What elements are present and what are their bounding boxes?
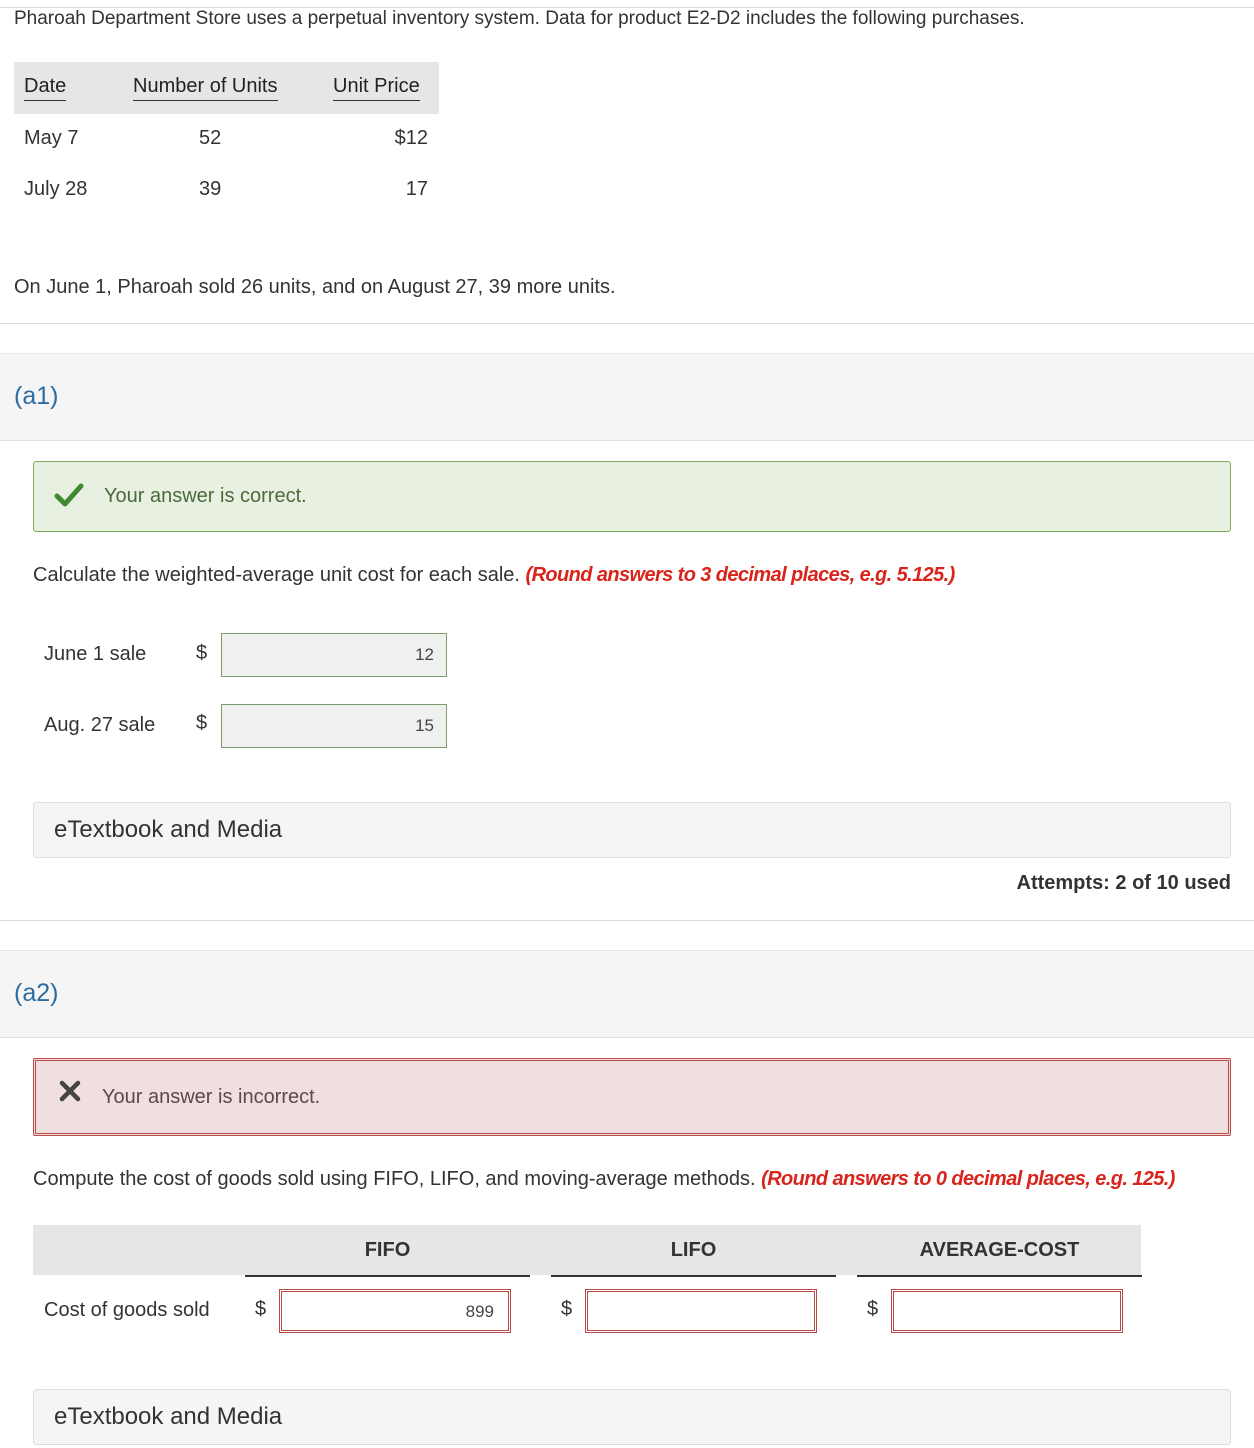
x-icon — [58, 1079, 82, 1103]
etextbook-media-a1-label: eTextbook and Media — [54, 816, 283, 843]
part-a1-instruction — [33, 564, 955, 587]
col-rule-fifo — [245, 1275, 530, 1277]
incorrect-feedback-text: Your answer is incorrect. — [102, 1086, 321, 1108]
problem-intro: Pharoah Department Store uses a perpetual inventory system. Data for product E2-D2 includes the following purchases. — [14, 8, 1025, 29]
etextbook-media-a2-label: eTextbook and Media — [54, 1403, 283, 1430]
june-1-dollar-sign: $ — [196, 642, 208, 664]
attempts-counter: Attempts: 2 of 10 used — [1016, 872, 1231, 894]
col-header-lifo: LIFO — [670, 1239, 717, 1261]
aug-27-sale-label: Aug. 27 sale — [44, 714, 156, 736]
part-a1-instruction-text: Calculate the weighted-average unit cost for each sale. — [33, 564, 520, 586]
part-a2-rounding-note: (Round answers to 0 decimal places, e.g. 125.) — [761, 1168, 1175, 1190]
top-divider — [0, 0, 1254, 8]
aug-27-sale-input[interactable]: 15 — [221, 704, 447, 748]
fifo-dollar-sign: $ — [255, 1298, 267, 1320]
col-header-fifo: FIFO — [364, 1239, 411, 1261]
june-1-sale-label: June 1 sale — [44, 643, 147, 665]
lifo-cogs-input[interactable] — [585, 1289, 817, 1333]
aug-27-dollar-sign: $ — [196, 712, 208, 734]
lifo-dollar-sign: $ — [561, 1298, 573, 1320]
col-rule-average-cost — [857, 1275, 1142, 1277]
correct-feedback-box — [33, 461, 1231, 532]
part-a2-band — [0, 950, 1254, 1038]
col-header-average-cost: AVERAGE-COST — [919, 1239, 1080, 1261]
col-header-units: Number of Units — [133, 74, 278, 101]
average-cost-cogs-input[interactable] — [891, 1289, 1123, 1333]
col-header-unit-price: Unit Price — [333, 74, 420, 101]
part-a1-label: (a1) — [14, 382, 59, 410]
row-1-units: 52 — [199, 127, 222, 149]
row-2-price: 17 — [405, 178, 428, 200]
row-1-price: $12 — [394, 127, 428, 149]
col-rule-lifo — [551, 1275, 836, 1277]
part-a2-label: (a2) — [14, 979, 59, 1007]
average-cost-dollar-sign: $ — [867, 1298, 879, 1320]
row-1-date: May 7 — [24, 127, 79, 149]
part-a1-band — [0, 353, 1254, 441]
cogs-row-label: Cost of goods sold — [44, 1299, 210, 1321]
incorrect-feedback-box — [33, 1058, 1231, 1136]
part-a2-instruction — [33, 1168, 1175, 1191]
fifo-cogs-input[interactable]: 899 — [279, 1289, 511, 1333]
section-divider — [0, 920, 1254, 921]
etextbook-media-a2[interactable] — [33, 1389, 1231, 1445]
row-2-date: July 28 — [24, 178, 88, 200]
part-a1-rounding-note: (Round answers to 3 decimal places, e.g. 5.125.) — [525, 564, 955, 586]
part-a2-instruction-text: Compute the cost of goods sold using FIFO, LIFO, and moving-average methods. — [33, 1168, 756, 1190]
row-2-units: 39 — [199, 178, 222, 200]
section-divider — [0, 323, 1254, 324]
etextbook-media-a1[interactable] — [33, 802, 1231, 858]
june-1-sale-input[interactable]: 12 — [221, 633, 447, 677]
check-icon — [54, 480, 84, 510]
col-header-date: Date — [24, 74, 66, 101]
correct-feedback-text: Your answer is correct. — [104, 485, 307, 507]
sales-description: On June 1, Pharoah sold 26 units, and on August 27, 39 more units. — [14, 276, 616, 298]
